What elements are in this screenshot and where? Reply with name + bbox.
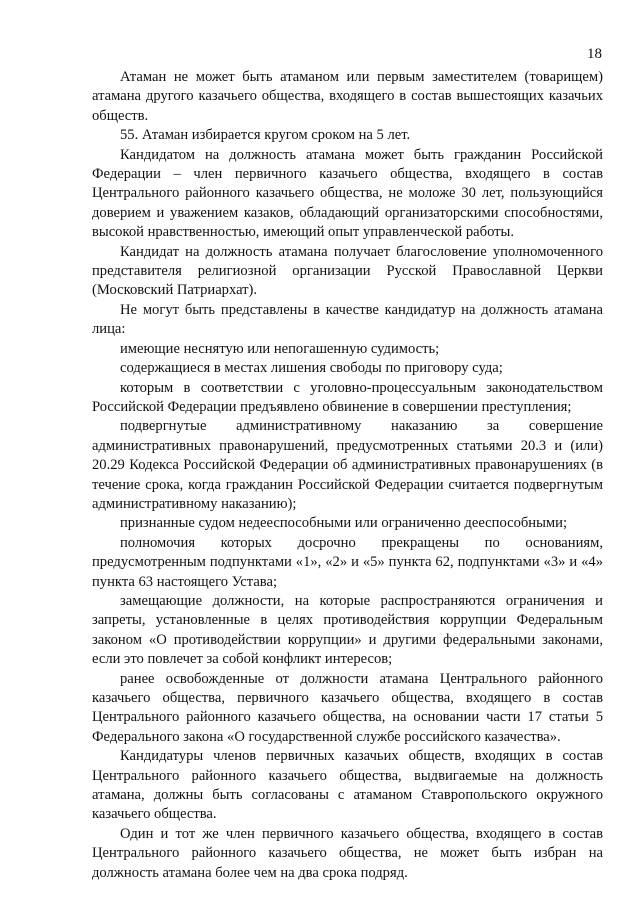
list-item: подвергнутые административному наказанию за совершение административных правонарушений, предусмотренных статьями 20.3 и (или) 20.29 Кодекса Российской Федерации об административных правонарушениях (в течение срока, когда гражданин Российской Федерации считается подвергнутым административному наказанию); (92, 418, 603, 512)
document-body (92, 68, 603, 883)
list-item: признанные судом недееспособными или ограниченно дееспособными; (120, 515, 568, 532)
paragraph: Один и тот же член первичного казачьего общества, входящего в состав Центрального районного казачьего общества, не может быть избран на должность атамана более чем на два срока подряд. (92, 825, 603, 881)
paragraph: Атаман не может быть атаманом или первым заместителем (товарищем) атамана другого казачьего общества, входящего в состав вышестоящих казачьих обществ. (92, 69, 603, 124)
paragraph: Кандидат на должность атамана получает благословение уполномоченного представителя религиозной организации Русской Православной Церкви (Московский Патриархат). (92, 243, 603, 299)
paragraph: Кандидатуры членов первичных казачьих обществ, входящих в состав Центрального районного казачьего общества, выдвигаемые на должность атамана, должны быть согласованы с атаманом Ставропольского окружного казачьего общества. (92, 748, 603, 823)
list-item: имеющие неснятую или непогашенную судимость; (120, 340, 440, 357)
list-item: замещающие должности, на которые распространяются ограничения и запреты, установленные в целях противодействия коррупции Федеральным законом «О противодействии коррупции» и другими федеральными законами, если это повлечет за собой конфликт интересов; (92, 592, 603, 668)
paragraph: Кандидатом на должность атамана может быть гражданин Российской Федерации – член первичного казачьего общества, входящего в состав Центрального районного казачьего общества, не моложе 30 лет, пользующийся доверием и уважением казаков, обладающий организаторскими способностями, высокой нравственностью, имеющий опыт управленческой работы. (92, 146, 603, 241)
list-item: полномочия которых досрочно прекращены по основаниям, предусмотренным подпунктами «1», «2» и «5» пункта 62, подпунктами «3» и «4» пункта 63 настоящего Устава; (92, 534, 603, 590)
paragraph: 55. Атаман избирается кругом сроком на 5 лет. (120, 127, 411, 144)
list-item: содержащиеся в местах лишения свободы по приговору суда; (120, 360, 503, 377)
list-item: ранее освобожденные от должности атамана Центрального районного казачьего общества, первичного казачьего общества, входящего в состав Центрального районного казачьего общества, на основании части 17 статьи 5 Федерального закона «О государственной службе российского казачества». (92, 670, 603, 745)
page-number: 18 (587, 46, 602, 62)
paragraph: Не могут быть представлены в качестве кандидатур на должность атамана лица: (92, 301, 603, 338)
list-item: которым в соответствии с уголовно-процессуальным законодательством Российской Федерации предъявлено обвинение в совершении преступления; (92, 379, 603, 415)
